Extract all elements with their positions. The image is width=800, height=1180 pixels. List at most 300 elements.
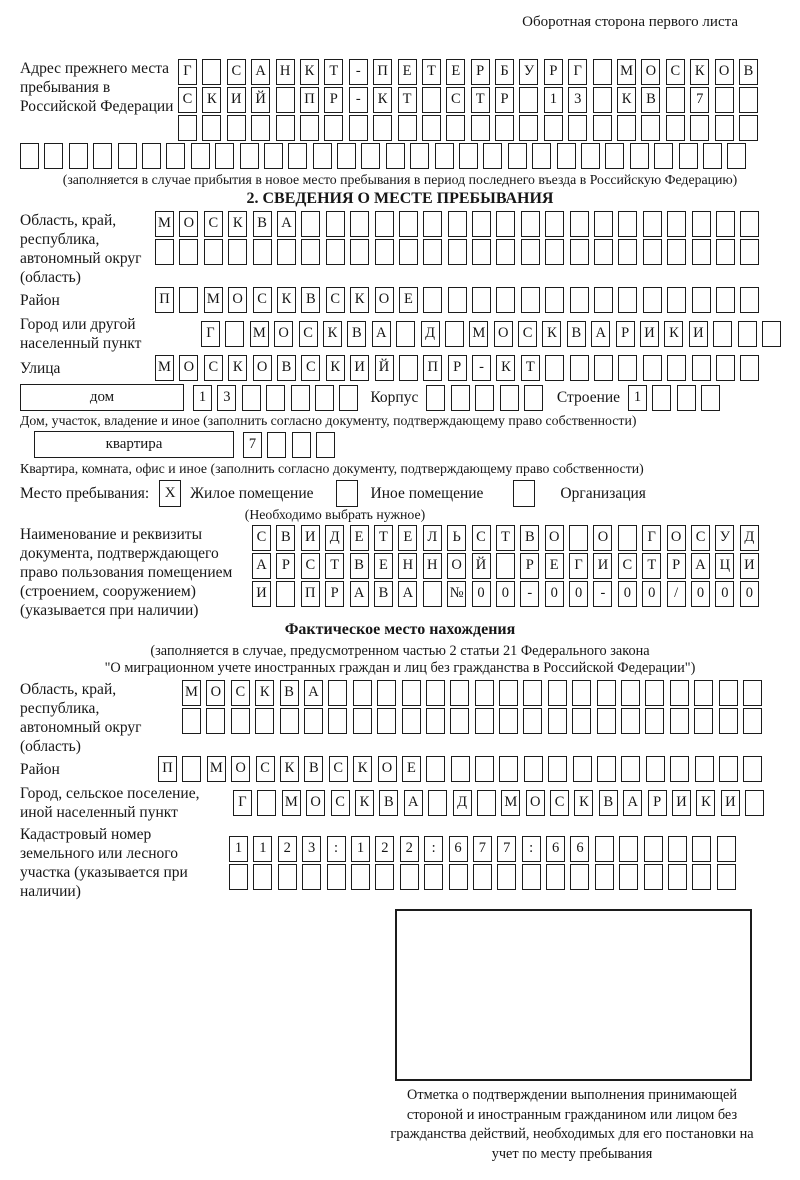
char-cell <box>253 239 272 265</box>
char-cell: С <box>329 756 348 782</box>
char-cell <box>694 680 713 706</box>
district-row <box>20 287 780 313</box>
char-cell <box>264 143 283 169</box>
char-cell <box>472 211 491 237</box>
char-cell: С <box>227 59 246 85</box>
actual-district-row <box>20 756 780 782</box>
actual-location-title: Фактическое место нахождения <box>284 621 516 638</box>
stay-type-row <box>20 480 780 507</box>
char-cell <box>315 385 334 411</box>
char-cell <box>519 115 538 141</box>
char-cell <box>288 143 307 169</box>
char-cell: А <box>251 59 270 85</box>
char-cell: 0 <box>496 581 515 607</box>
cadastre-label: Кадастровый номер земельного или лесного участка (указывается при наличии) <box>20 826 188 900</box>
char-cell: С <box>618 553 637 579</box>
char-cell: Й <box>375 355 394 381</box>
char-cell: Ц <box>715 553 734 579</box>
char-cell: К <box>696 790 715 816</box>
city-row <box>20 315 780 353</box>
apartment-row <box>20 431 780 458</box>
char-cell <box>667 211 686 237</box>
char-cell: Й <box>251 87 270 113</box>
char-cell: С <box>252 525 271 551</box>
char-cell <box>448 211 467 237</box>
char-cell: М <box>282 790 301 816</box>
char-cell <box>267 432 286 458</box>
char-cell: М <box>207 756 226 782</box>
char-cell: Р <box>520 553 539 579</box>
street-label: Улица <box>20 359 61 377</box>
char-cell: И <box>252 581 271 607</box>
char-cell <box>597 680 616 706</box>
char-cell: 2 <box>278 836 297 862</box>
char-cell <box>692 239 711 265</box>
char-cell <box>692 287 711 313</box>
char-cell: Р <box>648 790 667 816</box>
char-cell <box>738 321 757 347</box>
char-cell <box>619 836 638 862</box>
char-cell: К <box>326 355 345 381</box>
char-cell <box>300 115 319 141</box>
char-cell <box>740 287 759 313</box>
char-cell <box>202 115 221 141</box>
char-cell <box>743 680 762 706</box>
char-cell: Е <box>402 756 421 782</box>
option-other-premises-label: Иное помещение <box>370 485 484 502</box>
char-cell <box>521 211 540 237</box>
char-cell <box>142 143 161 169</box>
char-cell: - <box>593 581 612 607</box>
cadastre-row <box>20 825 780 901</box>
char-cell: Г <box>569 553 588 579</box>
char-cell: Б <box>495 59 514 85</box>
char-cell: Т <box>496 525 515 551</box>
char-cell: К <box>323 321 342 347</box>
char-cell <box>497 864 516 890</box>
char-cell <box>643 355 662 381</box>
actual-city-grid <box>233 790 764 816</box>
char-cell <box>545 287 564 313</box>
char-cell <box>386 143 405 169</box>
char-cell <box>652 385 671 411</box>
char-cell: С <box>231 680 250 706</box>
char-cell <box>422 115 441 141</box>
char-cell: Е <box>446 59 465 85</box>
cadastre-line-1 <box>229 836 736 862</box>
char-cell <box>557 143 576 169</box>
char-cell <box>426 708 445 734</box>
char-cell <box>337 143 356 169</box>
char-cell: В <box>301 287 320 313</box>
char-cell: М <box>250 321 269 347</box>
char-cell <box>398 115 417 141</box>
char-cell <box>668 864 687 890</box>
char-cell <box>666 115 685 141</box>
checkbox-residential: X <box>159 480 181 507</box>
char-cell <box>399 239 418 265</box>
char-cell <box>593 87 612 113</box>
char-cell: О <box>179 355 198 381</box>
char-cell: С <box>299 321 318 347</box>
char-cell: В <box>276 525 295 551</box>
char-cell <box>701 385 720 411</box>
char-cell <box>475 680 494 706</box>
char-cell <box>594 287 613 313</box>
char-cell: А <box>591 321 610 347</box>
char-cell: 6 <box>449 836 468 862</box>
char-cell <box>570 239 589 265</box>
char-cell <box>361 143 380 169</box>
char-cell <box>93 143 112 169</box>
char-cell <box>654 143 673 169</box>
char-cell <box>523 680 542 706</box>
char-cell: Д <box>325 525 344 551</box>
char-cell <box>191 143 210 169</box>
char-cell <box>521 287 540 313</box>
ownership-doc-line-3 <box>252 581 759 607</box>
char-cell: В <box>599 790 618 816</box>
ownership-doc-line-2 <box>252 553 759 579</box>
char-cell: У <box>519 59 538 85</box>
char-cell: К <box>542 321 561 347</box>
char-cell <box>496 287 515 313</box>
char-cell <box>568 115 587 141</box>
char-cell <box>570 211 589 237</box>
char-cell: С <box>253 287 272 313</box>
region-row <box>20 211 780 287</box>
char-cell <box>621 756 640 782</box>
char-cell <box>641 115 660 141</box>
char-cell: О <box>593 525 612 551</box>
char-cell: М <box>155 355 174 381</box>
char-cell: К <box>202 87 221 113</box>
char-cell: - <box>349 59 368 85</box>
char-cell <box>496 239 515 265</box>
char-cell: К <box>664 321 683 347</box>
actual-region-line-1 <box>182 680 762 706</box>
char-cell: Е <box>545 553 564 579</box>
char-cell <box>548 708 567 734</box>
char-cell: 1 <box>544 87 563 113</box>
char-cell <box>716 355 735 381</box>
char-cell: С <box>301 553 320 579</box>
char-cell: С <box>331 790 350 816</box>
char-cell: О <box>545 525 564 551</box>
char-cell <box>499 756 518 782</box>
char-cell <box>499 680 518 706</box>
char-cell <box>276 581 295 607</box>
char-cell: В <box>280 680 299 706</box>
char-cell: Т <box>325 553 344 579</box>
char-cell: К <box>300 59 319 85</box>
char-cell <box>621 680 640 706</box>
char-cell <box>716 211 735 237</box>
char-cell <box>719 756 738 782</box>
char-cell: Е <box>398 525 417 551</box>
char-cell <box>713 321 732 347</box>
char-cell <box>618 211 637 237</box>
prev-address-line-2 <box>178 87 758 113</box>
char-cell <box>377 680 396 706</box>
char-cell <box>231 708 250 734</box>
char-cell <box>692 211 711 237</box>
char-cell: 6 <box>546 836 565 862</box>
char-cell <box>668 836 687 862</box>
char-cell <box>597 756 616 782</box>
char-cell <box>301 239 320 265</box>
char-cell <box>524 385 543 411</box>
char-cell: М <box>617 59 636 85</box>
char-cell <box>521 239 540 265</box>
char-cell <box>694 708 713 734</box>
char-cell: Т <box>374 525 393 551</box>
apartment-type-box: квартира <box>34 431 234 458</box>
char-cell: К <box>228 355 247 381</box>
char-cell <box>350 211 369 237</box>
char-cell <box>621 708 640 734</box>
char-cell <box>593 59 612 85</box>
char-cell <box>445 321 464 347</box>
char-cell <box>375 239 394 265</box>
region-grid <box>155 211 759 265</box>
char-cell: Р <box>616 321 635 347</box>
char-cell <box>155 239 174 265</box>
char-cell: О <box>206 680 225 706</box>
checkbox-organization <box>513 480 535 507</box>
char-cell: : <box>327 836 346 862</box>
char-cell <box>643 239 662 265</box>
char-cell <box>500 385 519 411</box>
char-cell: П <box>423 355 442 381</box>
char-cell: С <box>472 525 491 551</box>
char-cell <box>472 239 491 265</box>
char-cell: О <box>494 321 513 347</box>
char-cell: 3 <box>217 385 236 411</box>
char-cell: - <box>472 355 491 381</box>
char-cell <box>692 355 711 381</box>
char-cell: О <box>375 287 394 313</box>
char-cell <box>373 115 392 141</box>
char-cell <box>545 355 564 381</box>
actual-region-label: Область, край, республика, автономный округ (область) <box>20 681 142 755</box>
char-cell: 0 <box>618 581 637 607</box>
char-cell: 0 <box>472 581 491 607</box>
char-cell: Р <box>324 87 343 113</box>
char-cell: О <box>274 321 293 347</box>
char-cell: У <box>715 525 734 551</box>
char-cell <box>618 287 637 313</box>
char-cell <box>739 115 758 141</box>
char-cell: К <box>228 211 247 237</box>
prev-address-row <box>20 59 780 141</box>
char-cell <box>524 756 543 782</box>
char-cell <box>499 708 518 734</box>
char-cell <box>740 239 759 265</box>
region-line-1 <box>155 211 759 237</box>
char-cell: Т <box>642 553 661 579</box>
char-cell <box>643 287 662 313</box>
char-cell <box>304 708 323 734</box>
char-cell <box>594 211 613 237</box>
char-cell <box>496 211 515 237</box>
char-cell: - <box>520 581 539 607</box>
char-cell: Р <box>276 553 295 579</box>
char-cell: Т <box>324 59 343 85</box>
char-cell: И <box>672 790 691 816</box>
char-cell: О <box>231 756 250 782</box>
char-cell: И <box>721 790 740 816</box>
char-cell <box>251 115 270 141</box>
char-cell <box>496 553 515 579</box>
char-cell <box>523 708 542 734</box>
char-cell: 1 <box>628 385 647 411</box>
char-cell: 1 <box>253 836 272 862</box>
char-cell: : <box>522 836 541 862</box>
char-cell <box>495 115 514 141</box>
ownership-doc-label: Наименование и реквизиты документа, подтверждающего право пользования помещением (строением, сооружением) (указывается при наличии) <box>20 526 233 619</box>
char-cell: К <box>617 87 636 113</box>
char-cell: В <box>350 553 369 579</box>
city-grid <box>201 321 781 347</box>
char-cell: 7 <box>473 836 492 862</box>
char-cell <box>544 115 563 141</box>
char-cell <box>182 756 201 782</box>
char-cell: И <box>350 355 369 381</box>
char-cell <box>690 115 709 141</box>
char-cell: А <box>623 790 642 816</box>
char-cell <box>225 321 244 347</box>
char-cell: Е <box>374 553 393 579</box>
char-cell: И <box>740 553 759 579</box>
char-cell: Й <box>472 553 491 579</box>
char-cell <box>581 143 600 169</box>
char-cell: О <box>447 553 466 579</box>
char-cell <box>546 864 565 890</box>
char-cell <box>716 287 735 313</box>
char-cell <box>402 708 421 734</box>
char-cell <box>399 211 418 237</box>
char-cell <box>692 836 711 862</box>
stroenie-grid <box>628 385 720 411</box>
char-cell <box>644 836 663 862</box>
char-cell <box>570 864 589 890</box>
char-cell: О <box>228 287 247 313</box>
char-cell <box>313 143 332 169</box>
char-cell <box>619 864 638 890</box>
prev-address-line-3 <box>178 115 758 141</box>
char-cell <box>508 143 527 169</box>
char-cell <box>228 239 247 265</box>
char-cell <box>670 708 689 734</box>
char-cell <box>179 239 198 265</box>
char-cell: 2 <box>400 836 419 862</box>
char-cell <box>618 525 637 551</box>
char-cell <box>257 790 276 816</box>
char-cell <box>617 115 636 141</box>
char-cell: Р <box>471 59 490 85</box>
char-cell <box>450 708 469 734</box>
char-cell: Н <box>398 553 417 579</box>
char-cell <box>740 355 759 381</box>
char-cell: С <box>204 355 223 381</box>
char-cell <box>448 287 467 313</box>
char-cell: Д <box>740 525 759 551</box>
char-cell <box>483 143 502 169</box>
char-cell <box>423 287 442 313</box>
char-cell: С <box>666 59 685 85</box>
char-cell <box>20 143 39 169</box>
char-cell <box>719 708 738 734</box>
char-cell: 0 <box>691 581 710 607</box>
char-cell: Т <box>398 87 417 113</box>
char-cell <box>670 680 689 706</box>
char-cell <box>727 143 746 169</box>
char-cell <box>703 143 722 169</box>
char-cell: А <box>398 581 417 607</box>
char-cell <box>545 211 564 237</box>
char-cell <box>215 143 234 169</box>
actual-city-label: Город, сельское поселение, иной населенный пункт <box>20 785 200 821</box>
char-cell <box>266 385 285 411</box>
char-cell <box>719 680 738 706</box>
char-cell: Г <box>233 790 252 816</box>
char-cell: Л <box>423 525 442 551</box>
char-cell: С <box>691 525 710 551</box>
char-cell <box>569 525 588 551</box>
char-cell <box>695 756 714 782</box>
char-cell <box>326 211 345 237</box>
char-cell: С <box>204 211 223 237</box>
char-cell <box>276 115 295 141</box>
char-cell: К <box>353 756 372 782</box>
char-cell: О <box>378 756 397 782</box>
char-cell: К <box>277 287 296 313</box>
char-cell: О <box>715 59 734 85</box>
char-cell <box>450 680 469 706</box>
char-cell <box>572 680 591 706</box>
char-cell <box>595 864 614 890</box>
char-cell: К <box>690 59 709 85</box>
char-cell <box>204 239 223 265</box>
char-cell: О <box>179 211 198 237</box>
char-cell <box>202 59 221 85</box>
char-cell: Е <box>398 59 417 85</box>
apartment-caption: Квартира, комната, офис и иное (заполнить согласно документу, подтверждающему право собственности) <box>20 461 644 476</box>
char-cell: П <box>155 287 174 313</box>
char-cell: А <box>372 321 391 347</box>
char-cell: А <box>277 211 296 237</box>
char-cell <box>240 143 259 169</box>
char-cell: 6 <box>570 836 589 862</box>
char-cell: С <box>518 321 537 347</box>
region-line-2 <box>155 239 759 265</box>
char-cell <box>423 581 442 607</box>
prev-address-grid <box>178 59 758 141</box>
char-cell <box>253 864 272 890</box>
char-cell <box>679 143 698 169</box>
actual-city-row <box>20 784 780 822</box>
house-type-box: дом <box>20 384 184 411</box>
char-cell: И <box>640 321 659 347</box>
char-cell <box>396 321 415 347</box>
char-cell: 2 <box>375 836 394 862</box>
prev-address-line-1 <box>178 59 758 85</box>
char-cell <box>717 864 736 890</box>
char-cell: О <box>641 59 660 85</box>
char-cell: Д <box>421 321 440 347</box>
char-cell <box>377 708 396 734</box>
